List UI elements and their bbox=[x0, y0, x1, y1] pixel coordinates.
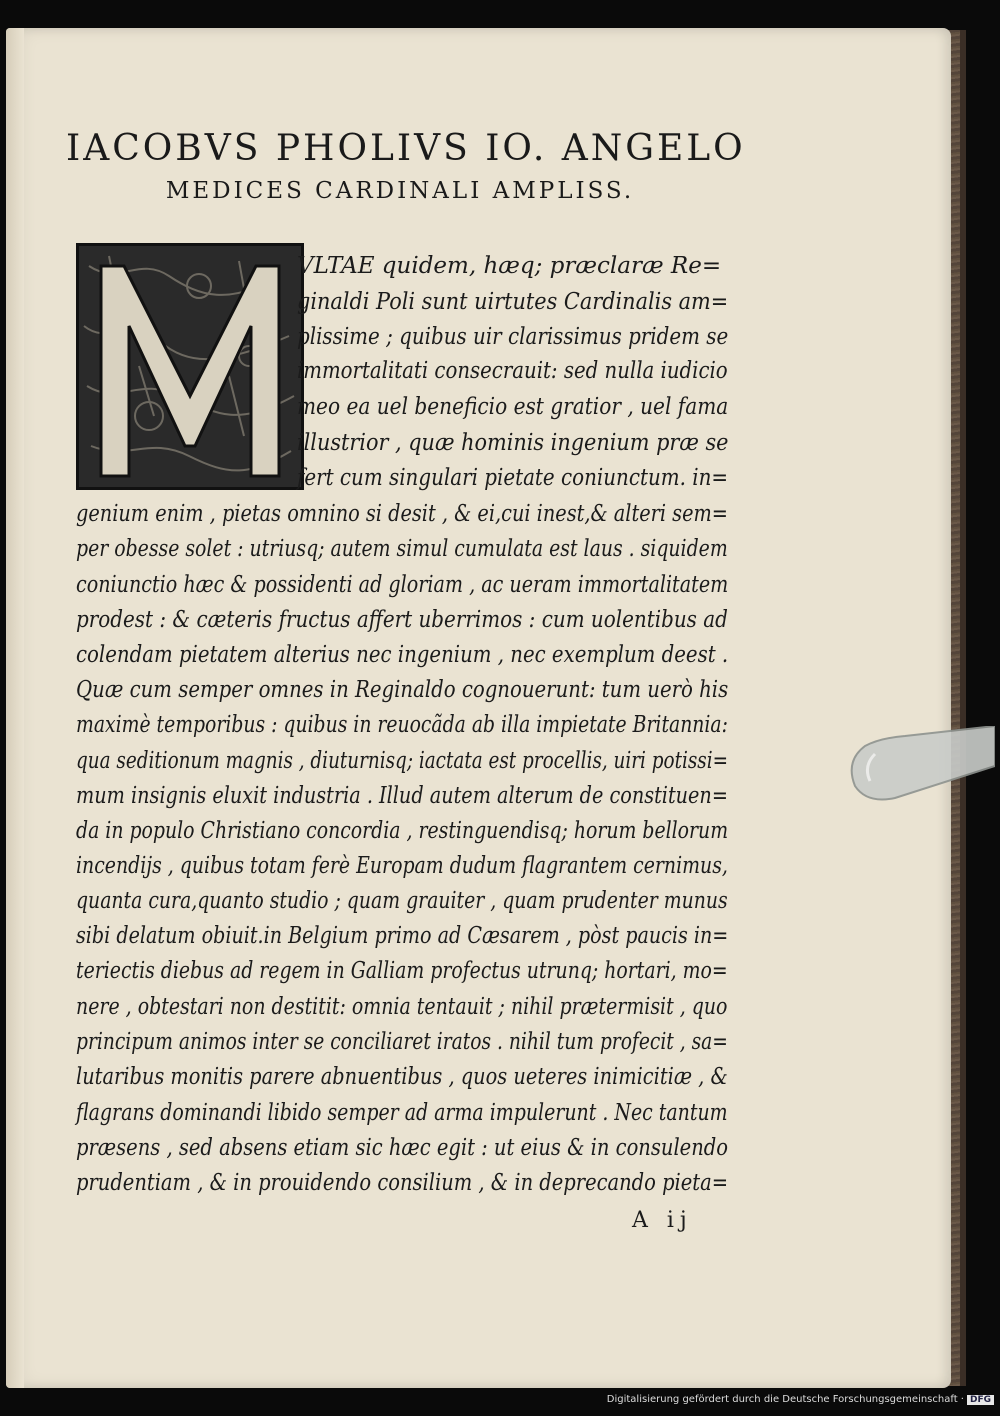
dfg-logo: DFG bbox=[967, 1395, 994, 1405]
text-line: illustrior , quæ hominis ingenium præ se bbox=[297, 430, 729, 456]
text-line: Quæ cum semper omnes in Reginaldo cognouerunt: tum uerò his bbox=[76, 677, 729, 703]
text-line: per obesse solet : utriusq; autem simul cumulata est laus . siquidem bbox=[76, 536, 728, 562]
text-line: teriectis diebus ad regem in Galliam profectus utrunq; hortari, mo= bbox=[76, 958, 728, 984]
text-line: flagrans dominandi libido semper ad arma impulerunt . Nec tantum bbox=[76, 1100, 728, 1126]
book-cover-edge bbox=[960, 30, 966, 1386]
text-line: principum animos inter se conciliaret iratos . nihil tum profecit , sa= bbox=[76, 1029, 728, 1055]
text-line: nere , obtestari non destitit: omnia tentauit ; nihil prætermisit , quo bbox=[76, 994, 728, 1020]
text-line: immortalitati consecrauit: sed nulla iudicio bbox=[297, 358, 728, 384]
text-line: sibi delatum obiuit.in Belgium primo ad Cæsarem , pòst paucis in= bbox=[76, 923, 729, 949]
text-line: VLTAE quidem, hæq; præclaræ Re= bbox=[297, 253, 722, 279]
heading-line-1: IACOBVS PHOLIVS IO. ANGELO bbox=[66, 128, 746, 169]
text-line: qua seditionum magnis , diuturnisq; iactata est procellis, uiri potissi= bbox=[76, 748, 729, 774]
text-line: ginaldi Poli sunt uirtutes Cardinalis am= bbox=[297, 289, 729, 315]
digitization-credit bbox=[607, 1394, 994, 1405]
heading-line-2: MEDICES CARDINALI AMPLISS. bbox=[165, 178, 635, 204]
signature-mark: A ij bbox=[632, 1208, 693, 1233]
text-line: fert cum singulari pietate coniunctum. in= bbox=[297, 465, 729, 491]
text-line: prodest : & cæteris fructus affert uberrimos : cum uolentibus ad bbox=[76, 607, 728, 633]
woodcut-illustration bbox=[79, 246, 301, 487]
text-line: da in populo Christiano concordia , restinguendisq; horum bellorum bbox=[76, 818, 729, 844]
decorated-initial-m bbox=[76, 243, 304, 490]
text-line: incendijs , quibus totam ferè Europam dudum flagrantem cernimus, bbox=[76, 853, 728, 879]
text-line: plissime ; quibus uir clarissimus pridem se bbox=[297, 324, 729, 350]
text-line: lutaribus monitis parere abnuentibus , quos ueteres inimicitiæ , & bbox=[76, 1064, 728, 1090]
text-line: maximè temporibus : quibus in reuocãda ab illa impietate Britannia: bbox=[76, 712, 728, 738]
text-line: præsens , sed absens etiam sic hæc egit : ut eius & in consulendo bbox=[76, 1135, 729, 1161]
credit-text: Digitalisierung gefördert durch die Deutsche Forschungsgemeinschaft · bbox=[606, 1394, 964, 1405]
text-line: genium enim , pietas omnino si desit , & ei,cui inest,& alteri sem= bbox=[76, 501, 728, 527]
text-line: quanta cura,quanto studio ; quam grauiter , quam prudenter munus bbox=[76, 888, 728, 914]
text-line: meo ea uel beneficio est gratior , uel fama bbox=[297, 394, 729, 420]
text-line: prudentiam , & in prouidendo consilium , & in deprecando pieta= bbox=[76, 1170, 729, 1196]
text-line: coniunctio hæc & possidenti ad gloriam , ac ueram immortalitatem bbox=[76, 572, 729, 598]
text-line: mum insignis eluxit industria . Illud autem alterum de constituen= bbox=[76, 783, 728, 809]
text-line: colendam pietatem alterius nec ingenium , nec exemplum deest . bbox=[76, 642, 729, 668]
page-gutter-shadow bbox=[6, 28, 24, 1388]
page-holder-tab bbox=[845, 726, 995, 826]
